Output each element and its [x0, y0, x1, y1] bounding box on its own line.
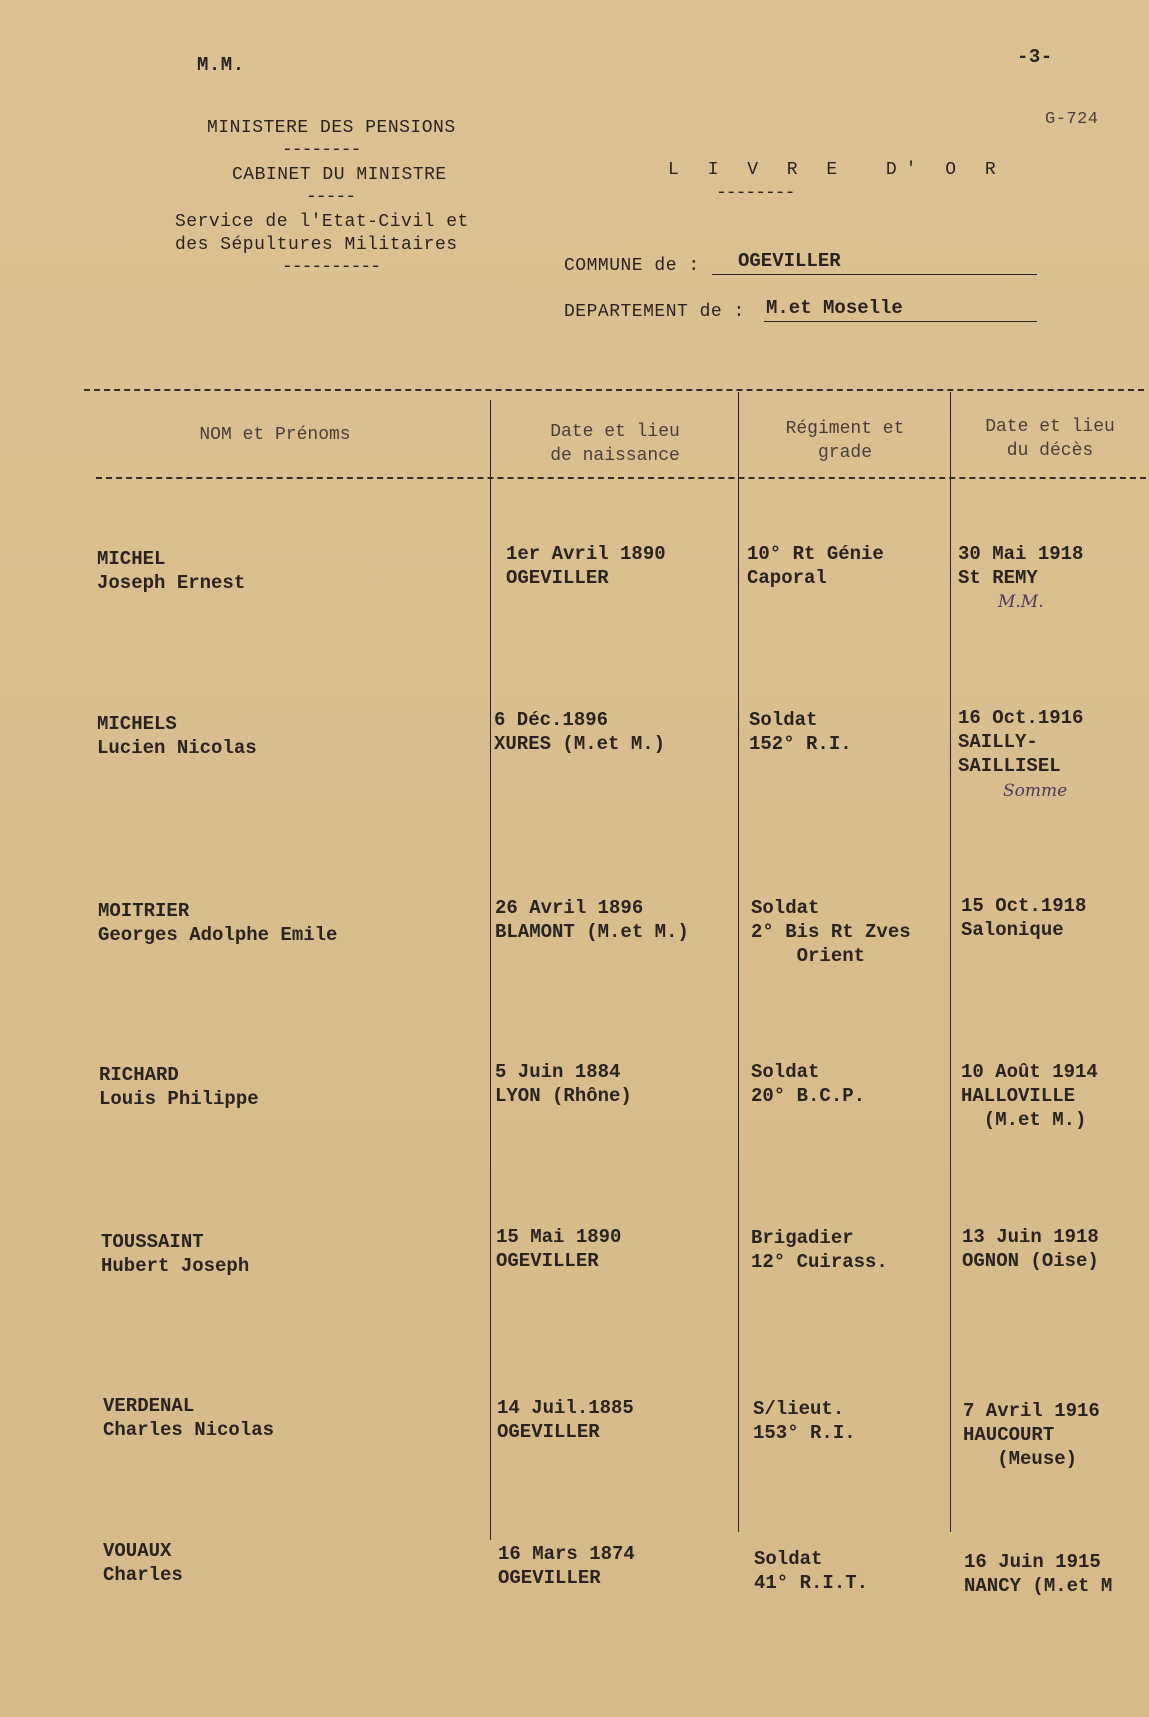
- row-6-death-place-2: (Meuse): [963, 1448, 1078, 1470]
- departement-label: DEPARTEMENT de :: [564, 302, 745, 322]
- row-3-regiment: [751, 896, 911, 968]
- row-1-birth-place: OGEVILLER: [506, 567, 609, 589]
- row-6-regiment: [753, 1397, 856, 1445]
- row-3-name: [98, 899, 337, 947]
- row-1-name: [97, 547, 245, 595]
- row-1-handwritten-note: M.M.: [998, 592, 1044, 612]
- cabinet-rule: -----: [306, 187, 356, 207]
- initials: M.M.: [197, 54, 245, 76]
- row-4-death-date: 10 Août 1914: [961, 1061, 1098, 1083]
- header-bottom-rule: [96, 477, 1146, 479]
- row-5-death-date: 13 Juin 1918: [962, 1226, 1099, 1248]
- row-1-death-place: St REMY: [958, 567, 1038, 589]
- commune-value: OGEVILLER: [738, 250, 841, 272]
- row-2-surname: MICHELS: [97, 713, 177, 735]
- row-3-surname: MOITRIER: [98, 900, 190, 922]
- row-4-death-place-2: (M.et M.): [961, 1109, 1087, 1131]
- row-5-regiment-unit: 12° Cuirass.: [751, 1251, 888, 1273]
- row-6-death: [963, 1399, 1100, 1471]
- row-6-surname: VERDENAL: [103, 1395, 195, 1417]
- page-number: -3-: [1017, 46, 1053, 68]
- row-5-name: [101, 1230, 249, 1278]
- row-2-regiment: [749, 708, 852, 756]
- row-4-name: [99, 1063, 259, 1111]
- row-7-surname: VOUAUX: [103, 1540, 172, 1562]
- row-2-death-place-2: SAILLISEL: [958, 755, 1061, 777]
- row-7-regiment: [754, 1547, 868, 1595]
- column-header-name: [120, 423, 430, 447]
- commune-underline: [712, 274, 1037, 275]
- row-2-death-place-1: SAILLY-: [958, 731, 1038, 753]
- departement-value: M.et Moselle: [766, 297, 903, 319]
- row-5-surname: TOUSSAINT: [101, 1231, 204, 1253]
- row-4-birth: [495, 1060, 632, 1108]
- reference-number: G-724: [1045, 110, 1099, 129]
- row-3-regiment-grade: Soldat: [751, 897, 820, 919]
- row-4-death-place-1: HALLOVILLE: [961, 1085, 1076, 1107]
- row-6-birth-place: OGEVILLER: [497, 1421, 600, 1443]
- row-1-regiment: [747, 542, 884, 590]
- row-7-death-place: NANCY (M.et M: [964, 1575, 1113, 1597]
- service-line-2: des Sépultures Militaires: [175, 235, 458, 255]
- book-rule: --------: [716, 183, 795, 203]
- row-2-regiment-unit: Soldat: [749, 709, 818, 731]
- service-line-1: Service de l'Etat-Civil et: [175, 212, 469, 232]
- row-5-birth: [496, 1225, 621, 1273]
- row-5-death: [962, 1225, 1099, 1273]
- departement-underline: [764, 321, 1037, 322]
- row-3-regiment-unit: 2° Bis Rt Zves: [751, 921, 911, 943]
- row-2-handwritten-note: Somme: [1003, 781, 1068, 801]
- row-6-birth-date: 14 Juil.1885: [497, 1397, 634, 1419]
- column-header-name-line1: NOM et Prénoms: [199, 425, 351, 445]
- row-1-regiment-unit: 10° Rt Génie: [747, 543, 884, 565]
- row-6-death-place-1: HAUCOURT: [963, 1424, 1055, 1446]
- row-1-surname: MICHEL: [97, 548, 166, 570]
- commune-label: COMMUNE de :: [564, 256, 700, 276]
- column-header-birth-line1: Date et lieu: [550, 422, 680, 442]
- row-2-death-date: 16 Oct.1916: [958, 707, 1084, 729]
- row-3-death-place: Salonique: [961, 919, 1064, 941]
- row-2-regiment-grade: 152° R.I.: [749, 733, 852, 755]
- row-1-birth: [506, 542, 666, 590]
- row-4-firstnames: Louis Philippe: [99, 1088, 259, 1110]
- column-header-regiment: [745, 417, 945, 465]
- row-3-regiment-unit-2: Orient: [751, 945, 866, 967]
- row-1-firstnames: Joseph Ernest: [97, 572, 246, 594]
- row-4-birth-place: LYON (Rhône): [495, 1085, 632, 1107]
- row-7-birth-date: 16 Mars 1874: [498, 1543, 635, 1565]
- column-divider-1: [490, 400, 491, 1540]
- row-5-firstnames: Hubert Joseph: [101, 1255, 250, 1277]
- row-7-death: [964, 1550, 1112, 1598]
- row-1-regiment-grade: Caporal: [747, 567, 827, 589]
- column-divider-2: [738, 392, 739, 1532]
- column-header-birth: [500, 420, 730, 468]
- row-3-death-date: 15 Oct.1918: [961, 895, 1087, 917]
- row-2-birth: [494, 708, 665, 756]
- row-7-death-date: 16 Juin 1915: [964, 1551, 1101, 1573]
- row-7-birth-place: OGEVILLER: [498, 1567, 601, 1589]
- row-6-name: [103, 1394, 274, 1442]
- row-6-regiment-unit: 153° R.I.: [753, 1422, 856, 1444]
- row-5-death-place: OGNON (Oise): [962, 1250, 1099, 1272]
- row-4-surname: RICHARD: [99, 1064, 179, 1086]
- row-3-birth: [495, 896, 689, 944]
- row-1-death-date: 30 Mai 1918: [958, 543, 1084, 565]
- row-2-name: [97, 712, 257, 760]
- row-5-regiment-grade: Brigadier: [751, 1227, 854, 1249]
- column-header-regiment-line1: Régiment et: [785, 419, 905, 439]
- column-header-death: [955, 415, 1145, 463]
- row-3-death: [961, 894, 1086, 942]
- row-2-birth-place: XURES (M.et M.): [494, 733, 666, 755]
- cabinet-name: CABINET DU MINISTRE: [232, 165, 447, 185]
- row-4-birth-date: 5 Juin 1884: [495, 1061, 621, 1083]
- book-title: L I V R E D' O R: [668, 160, 1005, 180]
- ministry-rule: --------: [282, 140, 361, 160]
- service-rule: ----------: [282, 257, 381, 277]
- row-1-birth-date: 1er Avril 1890: [506, 543, 666, 565]
- row-6-firstnames: Charles Nicolas: [103, 1419, 275, 1441]
- row-5-regiment: [751, 1226, 888, 1274]
- row-3-birth-place: BLAMONT (M.et M.): [495, 921, 689, 943]
- column-header-death-line2: du décès: [1006, 441, 1094, 461]
- row-3-firstnames: Georges Adolphe Emile: [98, 924, 338, 946]
- row-4-regiment-unit: 20° B.C.P.: [751, 1085, 866, 1107]
- row-5-birth-date: 15 Mai 1890: [496, 1226, 622, 1248]
- row-7-regiment-unit: 41° R.I.T.: [754, 1572, 869, 1594]
- column-header-birth-line2: de naissance: [550, 446, 680, 466]
- row-2-firstnames: Lucien Nicolas: [97, 737, 257, 759]
- row-1-death: [958, 542, 1083, 590]
- table-top-rule: [84, 389, 1144, 391]
- row-3-birth-date: 26 Avril 1896: [495, 897, 644, 919]
- row-5-birth-place: OGEVILLER: [496, 1250, 599, 1272]
- column-header-death-line1: Date et lieu: [985, 417, 1115, 437]
- column-header-regiment-line2: grade: [817, 443, 872, 463]
- row-7-name: [103, 1539, 183, 1587]
- row-6-regiment-grade: S/lieut.: [753, 1398, 845, 1420]
- row-6-birth: [497, 1396, 634, 1444]
- row-7-regiment-grade: Soldat: [754, 1548, 823, 1570]
- row-7-birth: [498, 1542, 635, 1590]
- row-4-regiment: [751, 1060, 865, 1108]
- row-4-death: [961, 1060, 1098, 1132]
- row-4-regiment-grade: Soldat: [751, 1061, 820, 1083]
- row-6-death-date: 7 Avril 1916: [963, 1400, 1100, 1422]
- row-2-death: [958, 706, 1083, 778]
- row-7-firstnames: Charles: [103, 1564, 183, 1586]
- ministry-name: MINISTERE DES PENSIONS: [207, 118, 456, 138]
- row-2-birth-date: 6 Déc.1896: [494, 709, 609, 731]
- column-divider-3: [950, 392, 951, 1532]
